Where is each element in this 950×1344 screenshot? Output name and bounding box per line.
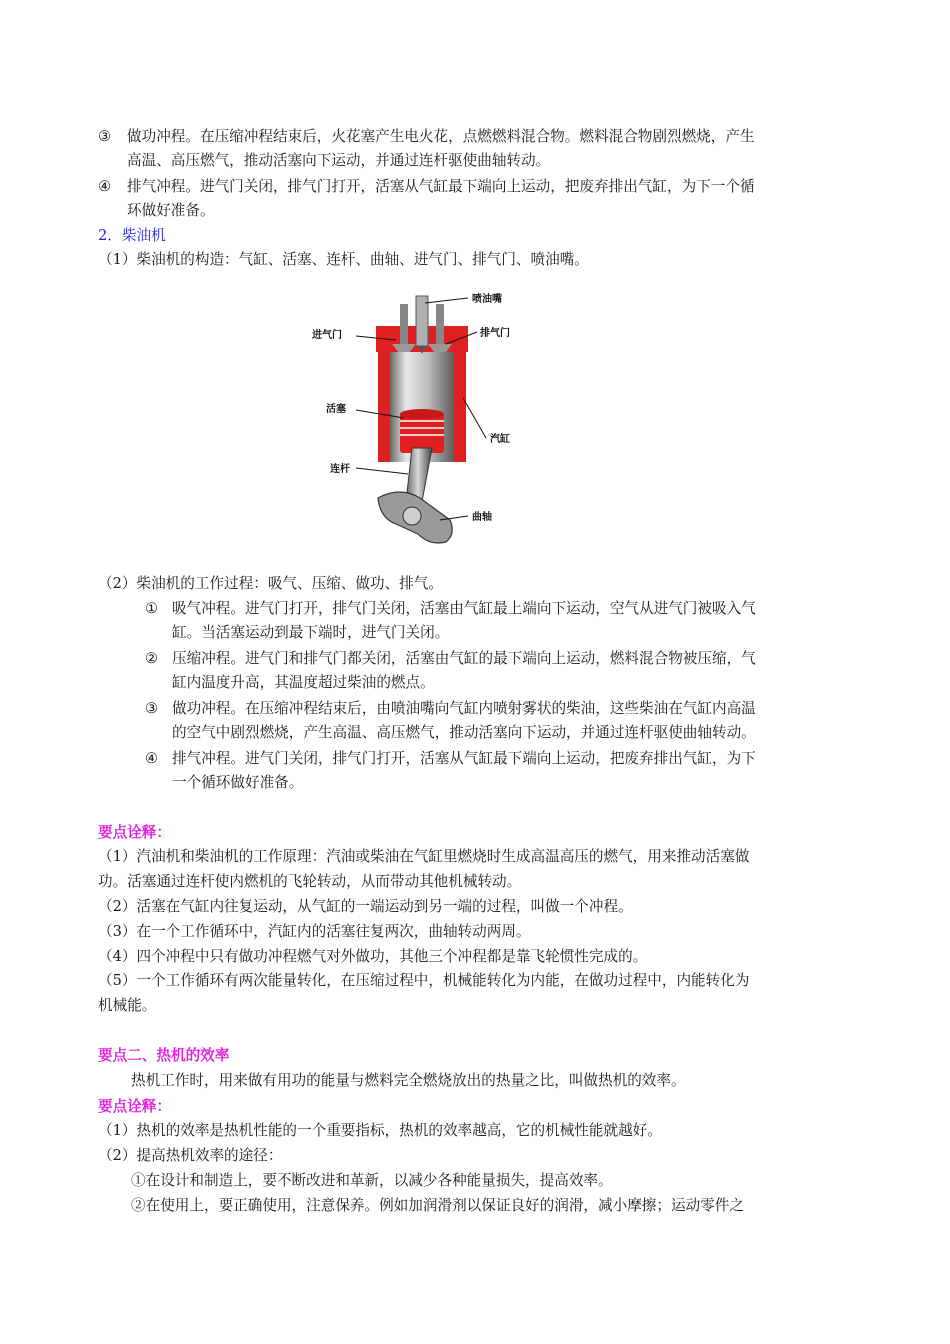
paragraph-line: 排气冲程。进气门关闭，排气门打开，活塞从气缸最下端向上运动，把废弃排出气缸，为下一个循 xyxy=(127,178,755,195)
step-number: ③ xyxy=(98,128,112,145)
paragraph-line: 排气冲程。进气门关闭，排气门打开，活塞从气缸最下端向上运动，把废弃排出气缸，为下 xyxy=(172,750,756,767)
section-heading: 要点二、热机的效率 xyxy=(98,1047,230,1064)
section-heading: 2．柴油机 xyxy=(98,227,166,244)
notes-heading: 要点诠释： xyxy=(98,824,171,841)
paragraph-line: 一个循环做好准备。 xyxy=(172,774,304,791)
note-line: （1）汽油机和柴油机的工作原理：汽油或柴油在气缸里燃烧时生成高温高压的燃气，用来推动活塞做 xyxy=(98,848,750,865)
step-number: ④ xyxy=(145,750,159,767)
label-exhaust-valve: 排气门 xyxy=(480,328,510,339)
note-line: 机械能。 xyxy=(98,997,157,1014)
paragraph-line: 做功冲程。在压缩冲程结束后，火花塞产生电火花，点燃燃料混合物。燃料混合物剧烈燃烧，产生 xyxy=(127,128,755,145)
step-number: ④ xyxy=(98,178,112,195)
note-line: ①在设计和制造上，要不断改进和革新，以减少各种能量损失，提高效率。 xyxy=(131,1172,613,1189)
note-line: （3）在一个工作循环中，汽缸内的活塞往复两次，曲轴转动两周。 xyxy=(98,923,531,940)
paragraph-line: 吸气冲程。进气门打开，排气门关闭，活塞由气缸最上端向下运动，空气从进气门被吸入气 xyxy=(172,600,756,617)
paragraph-line: 环做好准备。 xyxy=(127,202,215,219)
label-crankshaft: 曲轴 xyxy=(472,512,492,523)
paragraph-line: 的空气中剧烈燃烧，产生高温、高压燃气，推动活塞向下运动，并通过连杆驱使曲轴转动。 xyxy=(172,724,756,741)
note-line: （4）四个冲程中只有做功冲程燃气对外做功，其他三个冲程都是靠飞轮惯性完成的。 xyxy=(98,948,648,965)
structure-line: （1）柴油机的构造：气缸、活塞、连杆、曲轴、进气门、排气门、喷油嘴。 xyxy=(98,251,589,268)
paragraph-line: 缸内温度升高，其温度超过柴油的燃点。 xyxy=(172,674,435,691)
step-number: ③ xyxy=(145,700,159,717)
step-number: ① xyxy=(145,600,159,617)
paragraph-line: 做功冲程。在压缩冲程结束后，由喷油嘴向气缸内喷射雾状的柴油，这些柴油在气缸内高温 xyxy=(172,700,756,717)
notes-heading: 要点诠释： xyxy=(98,1098,171,1115)
note-line: （2）提高热机效率的途径： xyxy=(98,1147,283,1164)
note-line: 功。活塞通过连杆使内燃机的飞轮转动，从而带动其他机械转动。 xyxy=(98,873,522,890)
engine-illustration xyxy=(300,288,540,553)
definition-line: 热机工作时，用来做有用功的能量与燃料完全燃烧放出的热量之比，叫做热机的效率。 xyxy=(131,1072,686,1089)
label-piston: 活塞 xyxy=(326,404,346,415)
note-line: （5）一个工作循环有两次能量转化，在压缩过程中，机械能转化为内能，在做功过程中，内能转化为 xyxy=(98,972,750,989)
label-connecting-rod: 连杆 xyxy=(330,464,350,475)
step-number: ② xyxy=(145,650,159,667)
paragraph-line: 缸。当活塞运动到最下端时，进气门关闭。 xyxy=(172,624,450,641)
diesel-engine-diagram xyxy=(300,288,540,553)
note-line: （2）活塞在气缸内往复运动，从气缸的一端运动到另一端的过程，叫做一个冲程。 xyxy=(98,898,633,915)
label-intake-valve: 进气门 xyxy=(312,330,342,341)
paragraph-line: 高温、高压燃气，推动活塞向下运动，并通过连杆驱使曲轴转动。 xyxy=(127,152,551,169)
paragraph-line: 压缩冲程。进气门和排气门都关闭，活塞由气缸的最下端向上运动，燃料混合物被压缩，气 xyxy=(172,650,756,667)
label-cylinder: 汽缸 xyxy=(490,434,510,445)
note-line: （1）热机的效率是热机性能的一个重要指标，热机的效率越高，它的机械性能就越好。 xyxy=(98,1122,662,1139)
label-nozzle: 喷油嘴 xyxy=(472,294,502,305)
note-line: ②在使用上，要正确使用，注意保养。例如加润滑剂以保证良好的润滑，减小摩擦；运动零件之 xyxy=(131,1197,744,1214)
process-title: （2）柴油机的工作过程：吸气、压缩、做功、排气。 xyxy=(98,575,443,592)
